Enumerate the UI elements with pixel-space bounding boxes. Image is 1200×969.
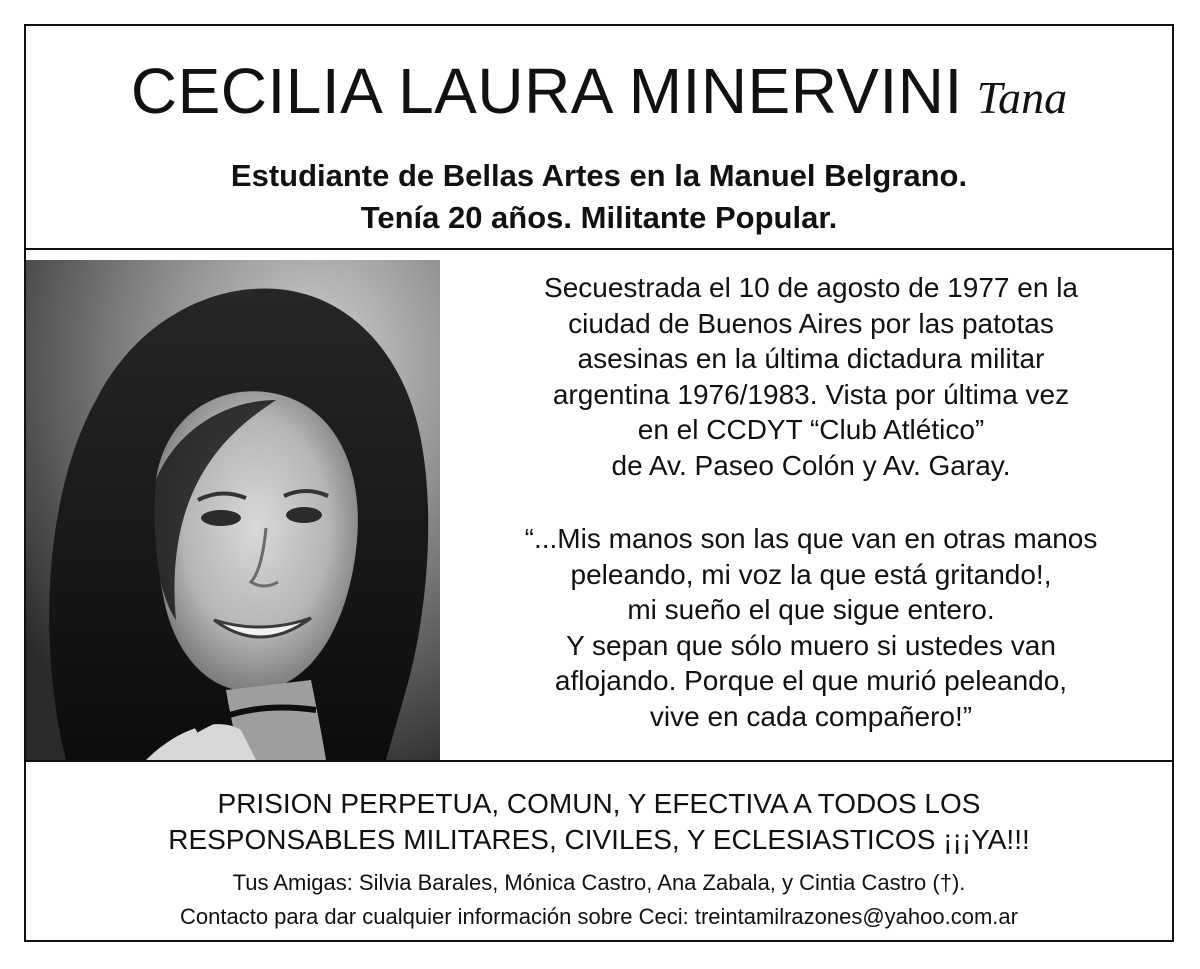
demand-line: RESPONSABLES MILITARES, CIVILES, Y ECLESIASTICOS ¡¡¡YA!!! [168, 824, 1030, 855]
quote-line: mi sueño el que sigue entero. [627, 594, 995, 626]
paragraph-line: en el CCDYT “Club Atlético” [637, 414, 985, 446]
portrait-photo [26, 260, 440, 760]
portrait-photo-image [26, 260, 440, 760]
paragraph-line: ciudad de Buenos Aires por las patotas [568, 307, 1054, 339]
person-nickname: Tana [976, 72, 1068, 123]
subtitle-line: Estudiante de Bellas Artes en la Manuel Belgrano. [230, 158, 968, 193]
person-name: CECILIA LAURA MINERVINI [130, 55, 963, 127]
quote-line: peleando, mi voz la que está gritando!, [570, 558, 1052, 590]
middle-section [26, 250, 1172, 762]
demand-line: PRISION PERPETUA, COMUN, Y EFECTIVA A TODOS LOS [217, 788, 981, 819]
paragraph-line: argentina 1976/1983. Vista por última vez [552, 378, 1070, 410]
paragraph-line: asesinas en la última dictadura militar [577, 343, 1045, 375]
footer-section [26, 762, 1172, 942]
title-line [26, 54, 1172, 128]
abduction-paragraph [466, 270, 1156, 484]
contact-line: Contacto para dar cualquier información sobre Ceci: treintamilrazones@yahoo.com.ar [180, 904, 1018, 929]
quote-line: vive en cada compañero!” [649, 700, 973, 732]
friends-line: Tus Amigas: Silvia Barales, Mónica Castro, Ana Zabala, y Cintia Castro (†). [232, 870, 966, 895]
paragraph-line: de Av. Paseo Colón y Av. Garay. [611, 449, 1011, 481]
quote-line: aflojando. Porque el que murió peleando, [554, 665, 1068, 697]
header-section [26, 26, 1172, 250]
quote-line: “...Mis manos son las que van en otras manos [524, 523, 1098, 554]
subtitle-line: Tenía 20 años. Militante Popular. [360, 200, 838, 235]
paragraph-line: Secuestrada el 10 de agosto de 1977 en la [544, 272, 1078, 303]
notice-frame [24, 24, 1174, 942]
quote-line: Y sepan que sólo muero si ustedes van [566, 629, 1056, 661]
quote-paragraph [466, 521, 1156, 735]
